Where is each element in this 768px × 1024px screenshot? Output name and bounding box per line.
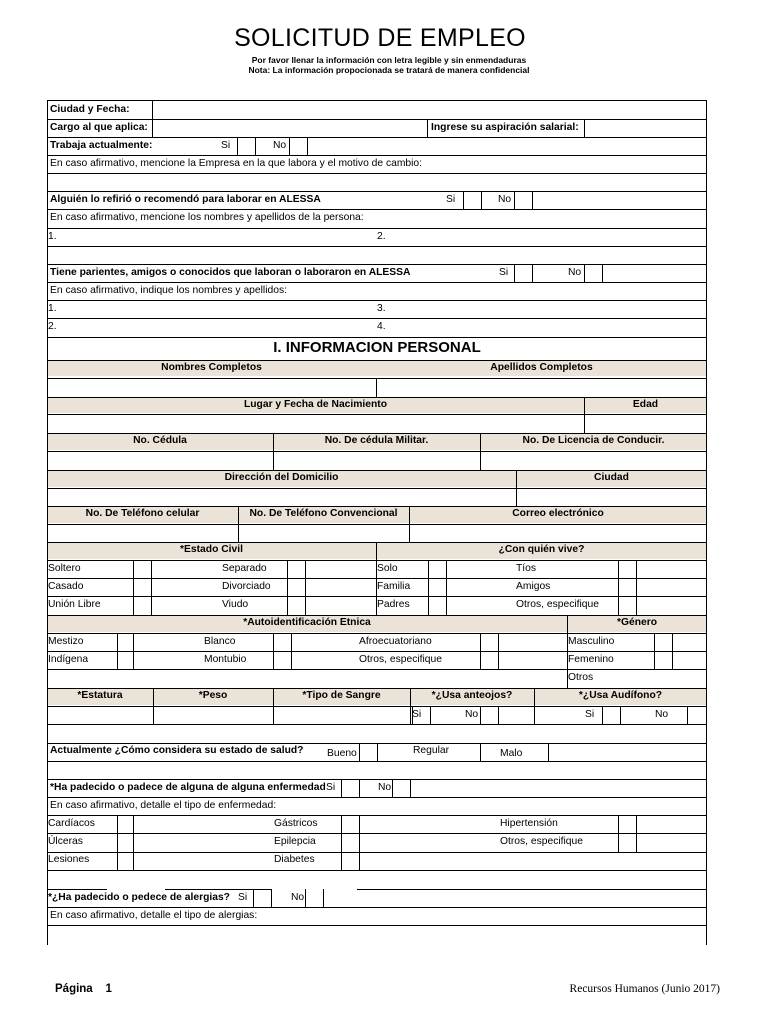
regular-label: Regular	[413, 745, 450, 756]
tel-conv-header: No. De Teléfono Convencional	[249, 508, 398, 519]
instruction-line-2: Nota: La información propocionada se tratará de manera confidencial	[248, 65, 530, 75]
apellidos-header: Apellidos Completos	[490, 362, 593, 373]
sangre-header: *Tipo de Sangre	[302, 690, 381, 701]
page-indicator	[55, 983, 112, 995]
diabetes-label: Diabetes	[274, 854, 315, 865]
aspiracion-label: Ingrese su aspiración salarial:	[431, 122, 579, 133]
solo-label: Solo	[377, 563, 398, 574]
caso-alerg-label: En caso afirmativo, detalle el tipo de alergias:	[50, 910, 258, 921]
correo-header: Correo electrónico	[512, 508, 604, 519]
parientes-no: No	[568, 267, 582, 278]
num-1b: 1.	[48, 303, 57, 314]
estado-civil-header: *Estado Civil	[180, 544, 243, 555]
application-form	[47, 100, 707, 945]
tel-celular-header: No. De Teléfono celular	[85, 508, 200, 519]
section-personal-title: I. INFORMACION PERSONAL	[273, 339, 481, 356]
num-3: 3.	[377, 303, 386, 314]
instruction-line-1: Por favor llenar la información con letra legible y sin enmendaduras	[251, 55, 527, 65]
direccion-header: Dirección del Domicilio	[224, 472, 339, 483]
ciudad-header: Ciudad	[594, 472, 629, 483]
enf-otros-label: Otros, especifique	[500, 836, 583, 847]
etnia-otros-label: Otros, especifique	[359, 654, 442, 665]
num-1: 1.	[48, 231, 57, 242]
indigena-label: Indígena	[48, 654, 89, 665]
genero-header: *Género	[616, 617, 658, 628]
mestizo-label: Mestizo	[48, 636, 84, 647]
parientes-label: Tiene parientes, amigos o conocidos que laboran o laboraron en ALESSA	[50, 267, 411, 278]
trabaja-si: Si	[221, 140, 231, 151]
otros-esp-label: Otros, especifique	[516, 599, 599, 610]
hipertension-label: Hipertensión	[500, 818, 558, 829]
alergias-si: Si	[238, 892, 248, 903]
cargo-label: Cargo al que aplica:	[50, 122, 148, 133]
anteojos-si: Si	[412, 709, 422, 720]
caso-empresa-label: En caso afirmativo, mencione la Empresa en la que labora y el motivo de cambio:	[50, 158, 423, 169]
alergias-no: No	[291, 892, 305, 903]
padres-label: Padres	[377, 599, 410, 610]
bueno-label: Bueno	[327, 748, 357, 759]
lesiones-label: Lesiones	[48, 854, 90, 865]
autoident-header: *Autoidentificación Etnica	[243, 617, 371, 628]
estado-salud-label: Actualmente ¿Cómo considera su estado de salud?	[50, 745, 304, 756]
cedula-header: No. Cédula	[133, 435, 187, 446]
referido-no: No	[498, 194, 512, 205]
casado-label: Casado	[48, 581, 84, 592]
audifono-si: Si	[585, 709, 595, 720]
enfermedad-si: Si	[326, 782, 336, 793]
caso-indique-label: En caso afirmativo, indique los nombres y apellidos:	[50, 285, 287, 296]
union-label: Unión Libre	[48, 599, 101, 610]
familia-label: Familia	[377, 581, 411, 592]
montubio-label: Montubio	[204, 654, 247, 665]
num-2b: 2.	[48, 321, 57, 332]
estatura-header: *Estatura	[77, 690, 123, 701]
licencia-header: No. De Licencia de Conducir.	[522, 435, 665, 446]
soltero-label: Soltero	[48, 563, 81, 574]
separado-label: Separado	[222, 563, 267, 574]
viudo-label: Viudo	[222, 599, 249, 610]
cardiacos-label: Cardíacos	[48, 818, 95, 829]
page-label: Página	[55, 983, 93, 995]
enfermedad-label: *Ha padecido o padece de alguna de alguna enfermedad	[50, 782, 326, 793]
afro-label: Afroecuatoriano	[359, 636, 432, 647]
alergias-label: *¿Ha padecido o pedece de alergias?	[48, 892, 230, 903]
referido-si: Si	[446, 194, 456, 205]
genero-otros-label: Otros	[568, 672, 594, 683]
enfermedad-no: No	[378, 782, 392, 793]
num-2: 2.	[377, 231, 386, 242]
anteojos-no: No	[465, 709, 479, 720]
footer-dept: Recursos Humanos (Junio 2017)	[569, 983, 720, 995]
page-number: 1	[105, 983, 112, 995]
peso-header: *Peso	[198, 690, 228, 701]
parientes-si: Si	[499, 267, 509, 278]
caso-enf-label: En caso afirmativo, detalle el tipo de enfermedad:	[50, 800, 277, 811]
ciudad-fecha-label: Ciudad y Fecha:	[50, 104, 130, 115]
tios-label: Tíos	[516, 563, 537, 574]
anteojos-header: *¿Usa anteojos?	[431, 690, 513, 701]
num-4: 4.	[377, 321, 386, 332]
blanco-label: Blanco	[204, 636, 236, 647]
gastricos-label: Gástricos	[274, 818, 318, 829]
caso-nombres-label: En caso afirmativo, mencione los nombres y apellidos de la persona:	[50, 212, 364, 223]
lugar-fecha-header: Lugar y Fecha de Nacimiento	[243, 399, 388, 410]
epilepcia-label: Epilepcia	[274, 836, 316, 847]
trabaja-label: Trabaja actualmente:	[50, 140, 153, 151]
nombres-header: Nombres Completos	[161, 362, 262, 373]
femenino-label: Femenino	[568, 654, 614, 665]
amigos-label: Amigos	[516, 581, 551, 592]
cedula-militar-header: No. De cédula Militar.	[324, 435, 429, 446]
audifono-header: *¿Usa Audífono?	[578, 690, 663, 701]
masculino-label: Masculino	[568, 636, 615, 647]
referido-label: Alguién lo refirió o recomendó para laborar en ALESSA	[50, 194, 321, 205]
con-quien-header: ¿Con quién vive?	[498, 544, 585, 555]
divorciado-label: Divorciado	[222, 581, 271, 592]
edad-header: Edad	[632, 399, 659, 410]
form-title: SOLICITUD DE EMPLEO	[234, 24, 526, 52]
trabaja-no: No	[273, 140, 287, 151]
malo-label: Malo	[500, 748, 523, 759]
audifono-no: No	[655, 709, 669, 720]
ulceras-label: Úlceras	[48, 836, 83, 847]
